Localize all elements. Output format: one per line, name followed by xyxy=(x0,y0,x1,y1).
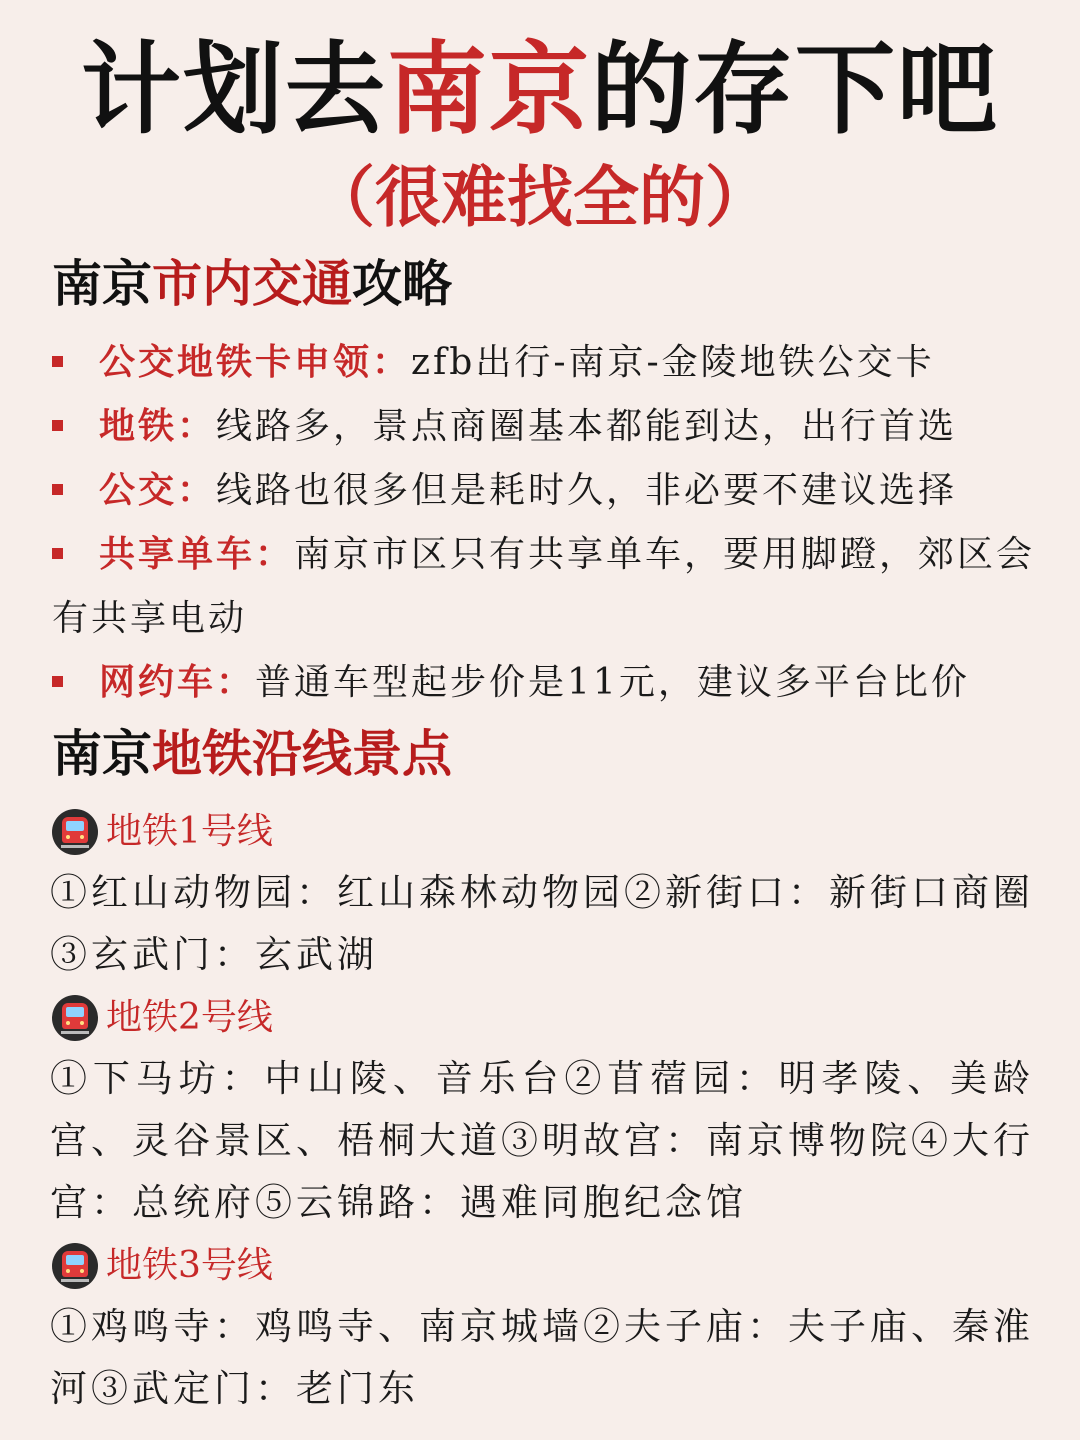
title-part-3: 的存下吧 xyxy=(591,31,999,148)
transport-item-term: 网约车： xyxy=(99,661,256,703)
transport-item xyxy=(52,330,1040,395)
metro-icon xyxy=(52,995,98,1041)
page-title xyxy=(0,30,1080,150)
transport-item-term: 公交： xyxy=(99,469,217,511)
title-city: 南京 xyxy=(387,31,591,148)
transport-item-text: zfb出行-南京-金陵地铁公交卡 xyxy=(411,342,935,383)
bullet-square-icon xyxy=(52,548,63,559)
metro-line-heading xyxy=(52,802,273,862)
transport-item-text: 线路多，景点商圈基本都能到达，出行首选 xyxy=(216,406,958,447)
transport-heading xyxy=(52,254,452,314)
metro-icon xyxy=(52,1243,98,1289)
transport-item xyxy=(52,522,1040,651)
bullet-square-icon xyxy=(52,420,63,431)
metro-heading-city: 南京 xyxy=(52,724,152,783)
metro-line-stops: ①鸡鸣寺：鸡鸣寺、南京城墙②夫子庙：夫子庙、秦淮河③武定门：老门东 xyxy=(50,1305,1034,1410)
metro-icon xyxy=(52,809,98,855)
transport-item-text: 普通车型起步价是11元，建议多平台比价 xyxy=(255,662,970,703)
metro-heading xyxy=(52,724,452,784)
bullet-square-icon xyxy=(52,484,63,495)
transport-item-term: 地铁： xyxy=(99,405,217,447)
transport-item xyxy=(52,458,1040,523)
metro-line-name: 地铁2号线 xyxy=(106,997,273,1038)
transport-heading-suffix: 攻略 xyxy=(352,254,452,313)
metro-heading-topic: 地铁沿线景点 xyxy=(152,724,452,783)
metro-line-heading xyxy=(52,1236,273,1296)
bullet-square-icon xyxy=(52,676,63,687)
title-part-1: 计划去 xyxy=(81,31,387,148)
metro-line-stops: ①红山动物园：红山森林动物园②新街口：新街口商圈③玄武门：玄武湖 xyxy=(50,871,1034,976)
bullet-square-icon xyxy=(52,356,63,367)
metro-line-name: 地铁3号线 xyxy=(106,1245,273,1286)
transport-item xyxy=(52,650,1040,715)
metro-line-heading xyxy=(52,988,273,1048)
metro-line-stops: ①下马坊：中山陵、音乐台②苜蓿园：明孝陵、美龄宫、灵谷景区、梧桐大道③明故宫：南京博物院④大行宫：总统府⑤云锦路：遇难同胞纪念馆 xyxy=(50,1057,1034,1224)
transport-heading-topic: 市内交通 xyxy=(152,254,352,313)
transport-item-text: 南京市区只有共享单车，要用脚蹬，郊区会有共享电动 xyxy=(52,534,1036,639)
page-subtitle: （很难找全的） xyxy=(309,159,771,236)
transport-item xyxy=(52,394,1040,459)
transport-item-term: 共享单车： xyxy=(99,533,295,575)
transport-item-text: 线路也很多但是耗时久，非必要不建议选择 xyxy=(216,470,958,511)
transport-item-term: 公交地铁卡申领： xyxy=(99,341,412,383)
metro-line-name: 地铁1号线 xyxy=(106,811,273,852)
transport-heading-city: 南京 xyxy=(52,254,152,313)
